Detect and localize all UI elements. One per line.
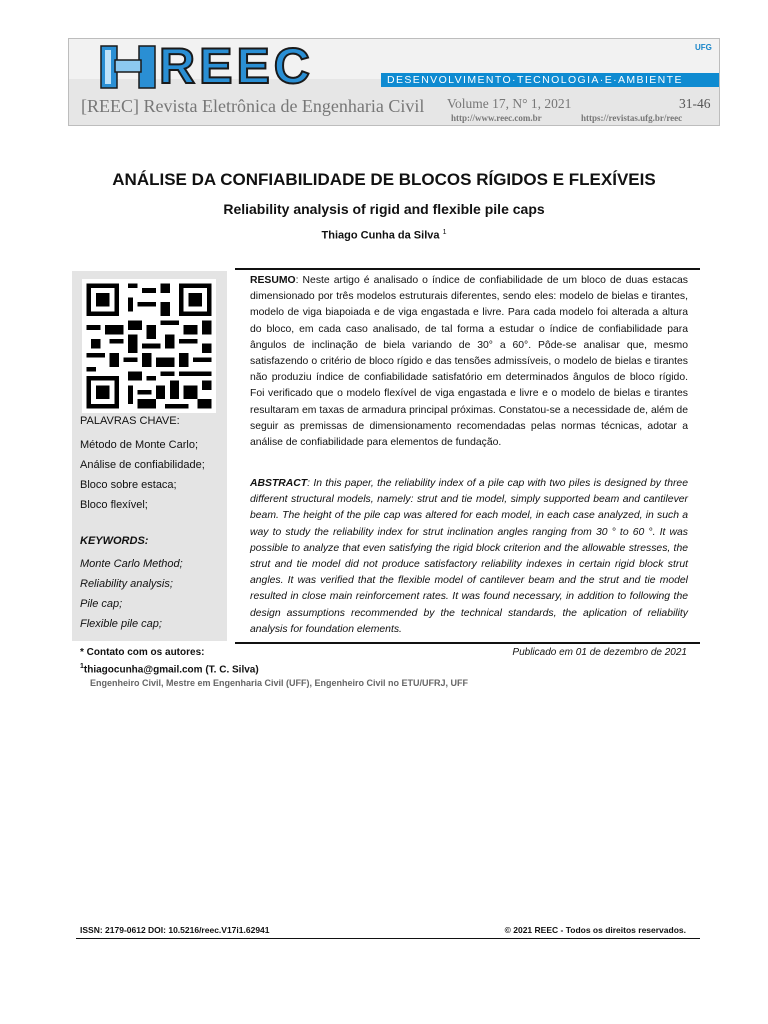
keywords-en-list: [80, 554, 183, 634]
abstract-bottom-rule: [235, 642, 700, 644]
journal-url-primary[interactable]: http://www.reec.com.br: [451, 113, 542, 123]
abstract-label: ABSTRACT: [250, 478, 308, 489]
keyword-en: Reliability analysis;: [80, 578, 173, 590]
copyright-notice: © 2021 REEC - Todos os direitos reservados.: [504, 925, 686, 935]
footer-rule: [76, 938, 700, 939]
reec-h-logo-icon: [99, 42, 157, 90]
keyword-en: Monte Carlo Method;: [80, 558, 183, 570]
author-email-text: thiagocunha@gmail.com (T. C. Silva): [83, 664, 259, 676]
keywords-sidebar: [72, 271, 227, 641]
keyword-pt: Bloco sobre estaca;: [80, 479, 177, 491]
resumo-paragraph: [250, 273, 688, 451]
journal-volume: Volume 17, N° 1, 2021: [447, 96, 572, 111]
author-affiliation: Engenheiro Civil, Mestre em Engenharia Civil (UFF), Engenheiro Civil no ETU/UFRJ, UFF: [90, 678, 469, 688]
resumo-label: RESUMO: [250, 275, 296, 286]
keyword-pt: Bloco flexível;: [80, 499, 148, 511]
abstract-paragraph: [250, 476, 688, 638]
abstract-text: : In this paper, the reliability index of a pile cap with two piles is designed by three different structural models, namely: strut and tie model, simply supported beam and cantilever beam. The height of the pile cap was altered for each model, in each case analyzed, in such a way to study the reliability index for strut inclination angles ranging from 30 ° to 60 °. It was possible to analyze that even satisfying the rigid block criterion and the allowable stresses, the strut and tie model did not produce satisfactory reliability indexes in certain rigid block strut angles. It was verified that the flexible model of cantilever beam and the strut and tie model resulted in close main reinforcement rates. It was found necessary, in addition to following the design assumptions recommended by the technical standards, the aplication of reliability analysis for foundation elements.: [250, 478, 688, 635]
resumo-text: : Neste artigo é analisado o índice de confiabilidade de um bloco de duas estacas dimensionado por três modelos estruturais diferentes, sendo eles: modelo de bielas e tirantes, modelo de viga biapoiada e de viga engastada e livre. Para cada modelo foi alterada a altura do bloco, em cada caso analisado, de tal forma a estudar o índice de confiabilidade para ângulos de inclinação de biela variando de 30° a 60°. Pôde-se analisar que, mesmo satisfazendo o critério de bloco rígido e das tensões admissíveis, o modelo de bielas e tirantes não produziu índice de confiabilidade satisfatório em determinados ângulos de bloco rígido. Foi verificado que o modelo flexível de viga engastada e livre e o modelo de bielas e tirantes resultaram em taxas de armadura principal próximas. Constatou-se a necessidade de, além de seguir as premissas de dimensionamento recomendadas pelas normas técnicas, adotar a análise de confiabilidade para elementos de fundação.: [250, 275, 688, 449]
issn-doi: ISSN: 2179-0612 DOI: 10.5216/reec.V17i1.62941: [80, 925, 270, 935]
keywords-pt-list: [80, 435, 205, 515]
article-author: [0, 229, 768, 242]
journal-name: [REEC] Revista Eletrônica de Engenharia Civil: [81, 96, 425, 116]
email-footnote-mark: 1: [80, 663, 84, 670]
article-title: ANÁLISE DA CONFIABILIDADE DE BLOCOS RÍGIDOS E FLEXÍVEIS: [112, 170, 656, 189]
journal-tagline: DESENVOLVIMENTO·TECNOLOGIA·E·AMBIENTE: [387, 74, 683, 86]
publication-date: Publicado em 01 de dezembro de 2021: [512, 647, 687, 658]
abstract-top-rule: [235, 268, 700, 270]
journal-header-banner: [68, 38, 720, 126]
keywords-pt-heading: PALAVRAS CHAVE:: [80, 415, 180, 427]
author-name: Thiago Cunha da Silva: [321, 229, 440, 242]
qr-code-icon[interactable]: [82, 279, 216, 413]
journal-url-secondary[interactable]: https://revistas.ufg.br/reec: [581, 113, 683, 123]
page-range: 31-46: [679, 96, 711, 111]
keyword-pt: Análise de confiabilidade;: [80, 459, 205, 471]
contact-heading: * Contato com os autores:: [80, 647, 205, 658]
keyword-pt: Método de Monte Carlo;: [80, 439, 199, 451]
keyword-en: Flexible pile cap;: [80, 618, 162, 630]
keyword-en: Pile cap;: [80, 598, 123, 610]
ufg-logo: UFG: [695, 43, 712, 52]
author-email[interactable]: [80, 663, 259, 675]
author-footnote-mark: 1: [442, 229, 447, 236]
article-subtitle: Reliability analysis of rigid and flexible pile caps: [223, 201, 545, 217]
keywords-en-heading: KEYWORDS:: [80, 535, 149, 547]
reec-logo-text: REEC: [159, 38, 314, 94]
